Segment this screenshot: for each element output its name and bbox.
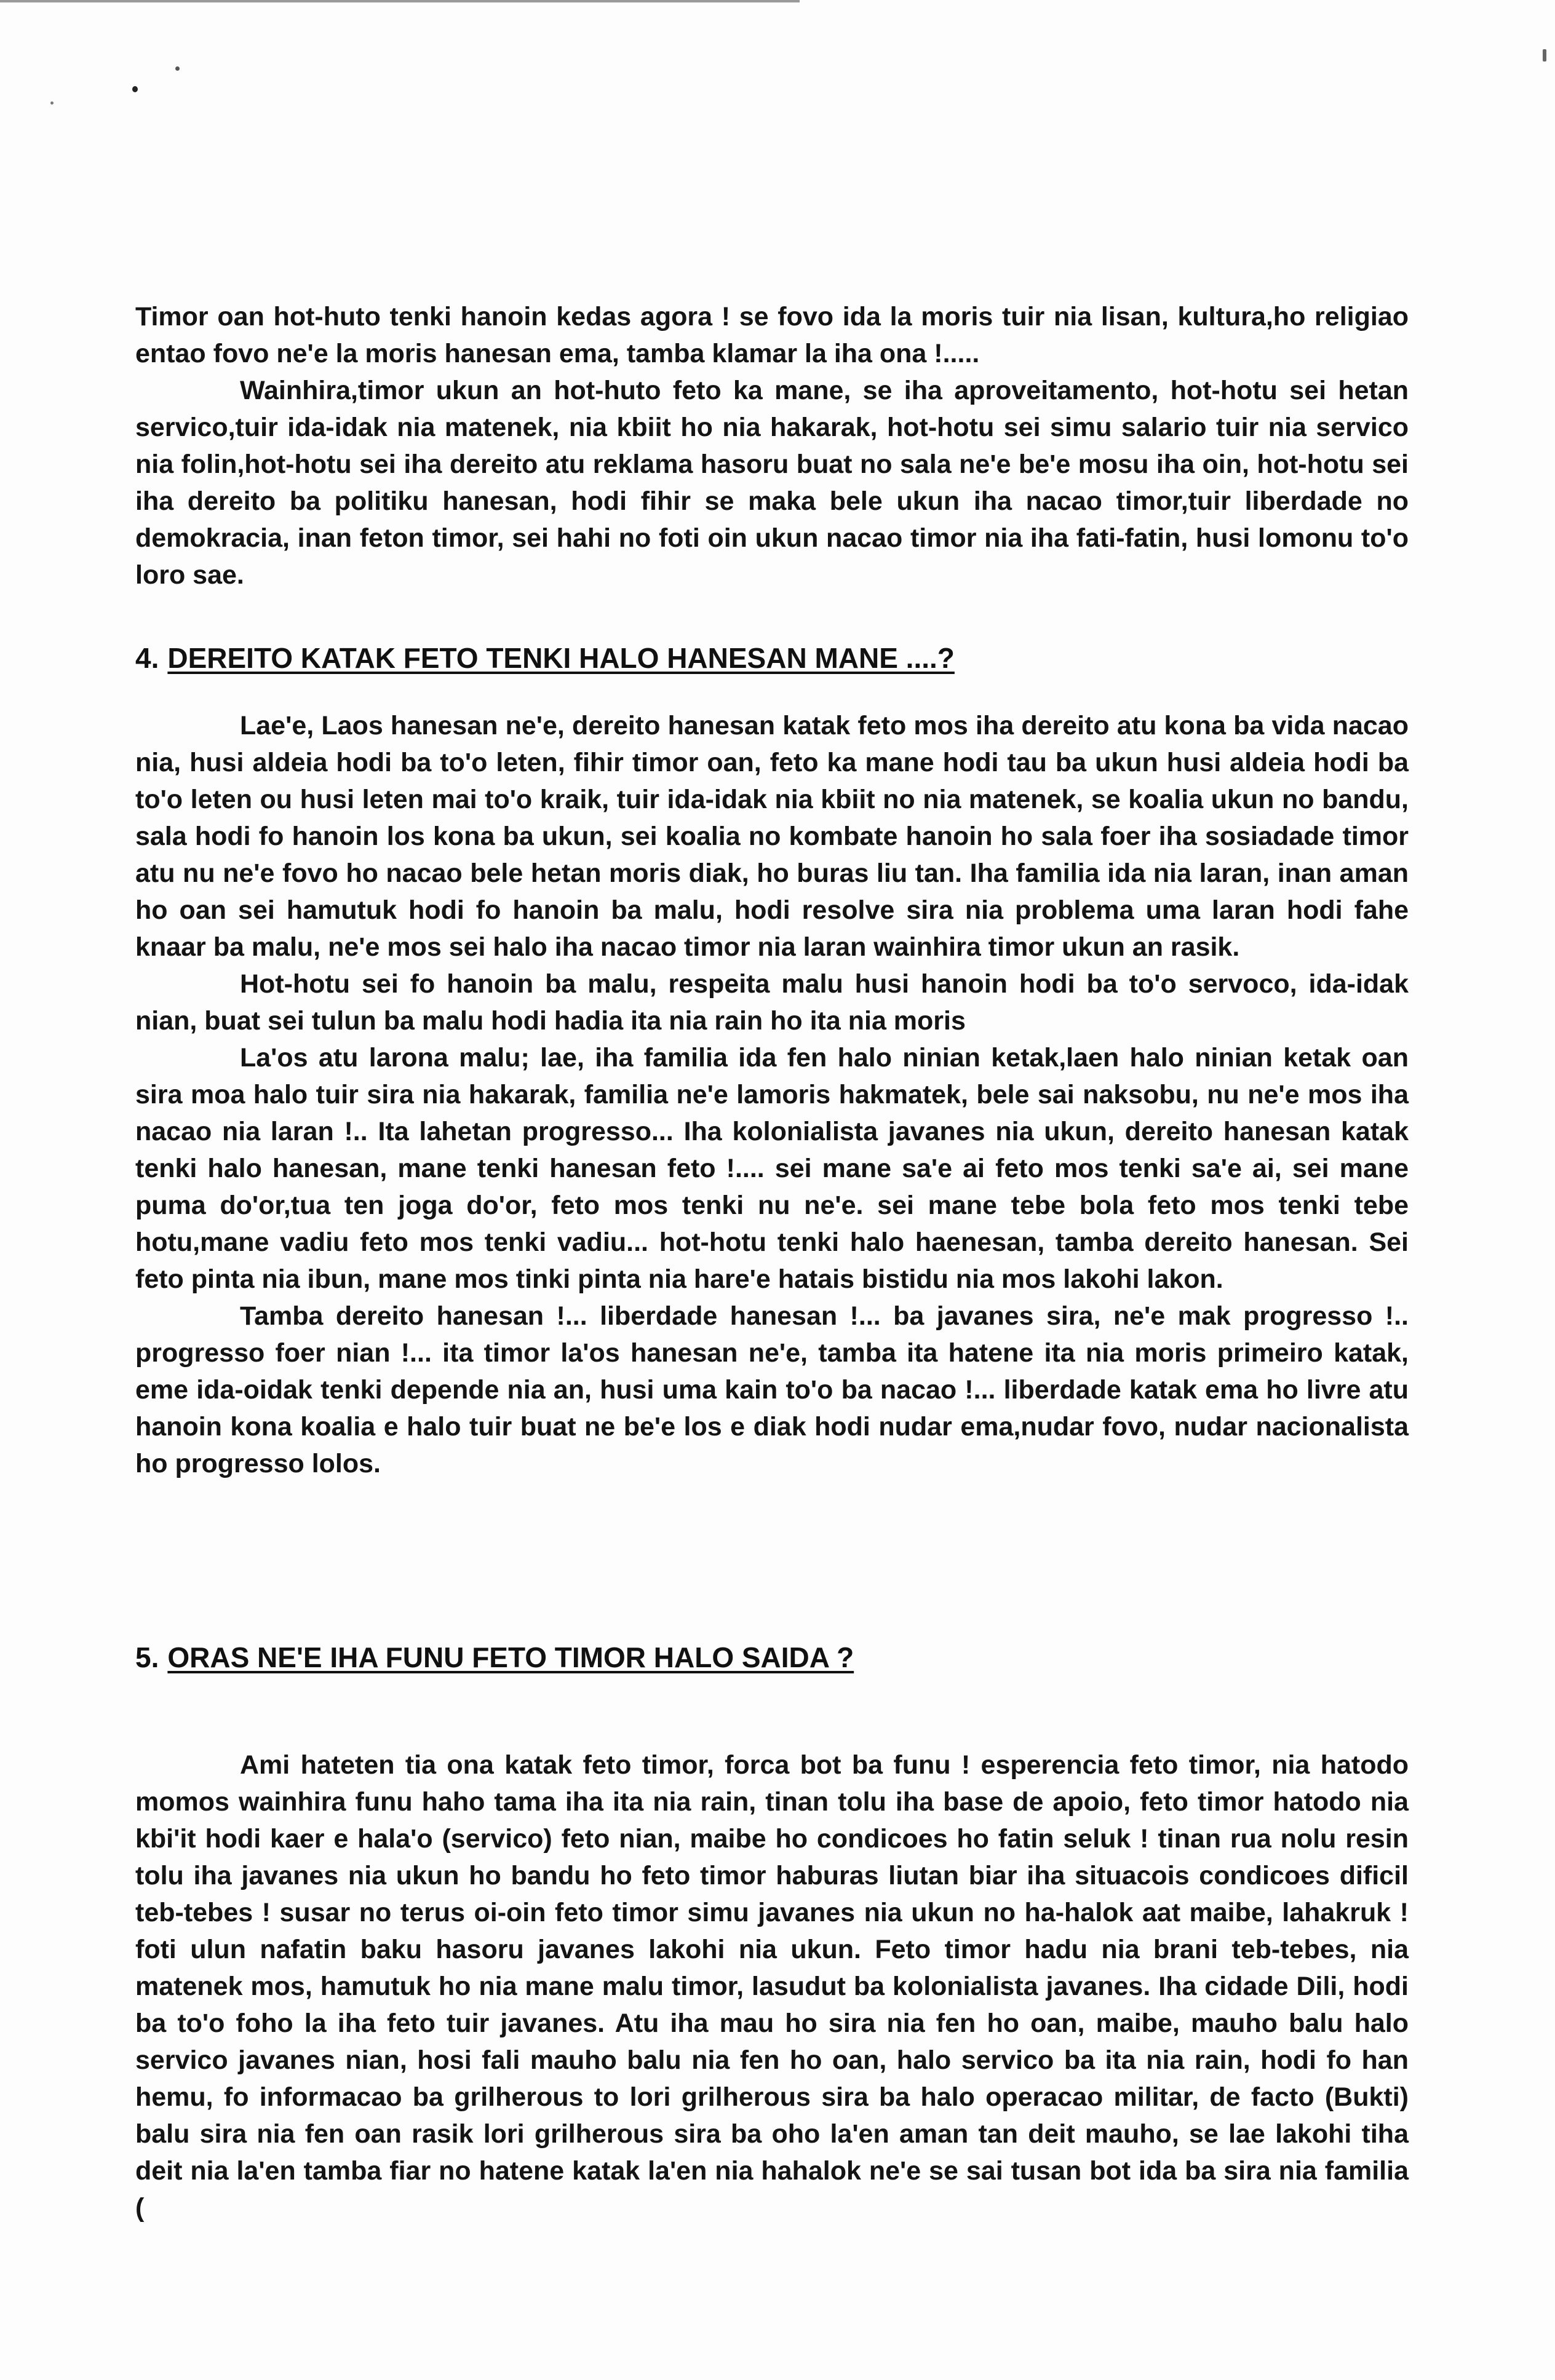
paragraph: La'os atu larona malu; lae, iha familia ida fen halo ninian ketak,laen halo ninian ketak oan sira moa halo tuir sira nia hakarak, familia ne'e lamoris hakmatek, bele sai naksobu, nu ne'e mos iha nacao nia laran !.. Ita lahetan progresso... Iha kolonialista javanes nia ukun, dereito hanesan katak tenki halo hanesan, mane tenki hanesan feto !.... sei mane sa'e ai feto mos tenki sa'e ai, sei mane puma do'or,tua ten joga do'or, feto mos tenki nu ne'e. sei mane tebe bola feto mos tenki tebe hotu,mane vadiu feto mos tenki vadiu... hot-hotu tenki halo haenesan, tamba dereito hanesan. Sei feto pinta nia ibun, mane mos tinki pinta nia hare'e hatais bistidu nia mos lakohi lakon. [135,1043,1409,1294]
paragraph: Wainhira,timor ukun an hot-huto feto ka mane, se iha aproveitamento, hot-hotu sei hetan servico,tuir ida-idak nia matenek, nia kbiit ho nia hakarak, hot-hotu sei simu salario tuir nia servico nia folin,hot-hotu sei iha dereito atu reklama hasoru buat no sala ne'e be'e mosu iha oin, hot-hotu sei iha dereito ba politiku hanesan, hodi fihir se maka bele ukun iha nacao timor,tuir liberdade no demokracia, inan feton timor, sei hahi no foti oin ukun nacao timor nia iha fati-fatin, husi lomonu to'o loro sae. [135,376,1409,590]
section-title: ORAS NE'E IHA FUNU FETO TIMOR HALO SAIDA ? [167,1641,854,1673]
paragraph: Tamba dereito hanesan !... liberdade hanesan !... ba javanes sira, ne'e mak progresso !.. progresso foer nian !... ita timor la'os hanesan ne'e, tamba ita hatene ita nia moris primeiro katak, eme ida-oidak tenki depende nia an, husi uma kain to'o ba nacao !... liberdade katak ema ho livre atu hanoin kona koalia e halo tuir buat ne be'e los e diak hodi nudar ema,nudar fovo, nudar nacionalista ho progresso lolos. [135,1301,1409,1478]
section-heading-5 [135,1639,854,1676]
scan-speck [175,66,180,71]
section-number: 4. [135,642,159,674]
section-title: DEREITO KATAK FETO TENKI HALO HANESAN MANE ....? [167,642,955,674]
section-number: 5. [135,1641,159,1673]
intro-section [135,298,1409,593]
paragraph: Hot-hotu sei fo hanoin ba malu, respeita malu husi hanoin hodi ba to'o servoco, ida-idak nian, buat sei tulun ba malu hodi hadia ita nia rain ho ita nia moris [135,969,1409,1036]
scan-speck [132,86,138,92]
scan-speck [1543,49,1546,61]
paragraph: Ami hateten tia ona katak feto timor, forca bot ba funu ! esperencia feto timor, nia hatodo momos wainhira funu haho tama iha ita nia rain, tinan tolu iha base de apoio, feto timor hatodo nia kbi'it hodi kaer e hala'o (servico) feto nian, maibe ho condicoes ho fatin seluk ! tinan rua nolu resin tolu iha javanes nia ukun ho bandu ho feto timor haburas liutan biar iha situacois condicoes dificil teb-tebes ! susar no terus oi-oin feto timor simu javanes nia ukun no ha-halok aat maibe, lahakruk ! foti ulun nafatin baku hasoru javanes lakohi nia ukun. Feto timor hadu nia brani teb-tebes, nia matenek mos, hamutuk ho nia mane malu timor, lasudut ba kolonialista javanes. Iha cidade Dili, hodi ba to'o foho la iha feto tuir javanes. Atu iha mau ho sira nia fen ho oan, maibe, mauho balu halo servico javanes nian, hosi fali mauho balu nia fen ho oan, halo servico ba ita nia rain, hodi fo han hemu, fo informacao ba grilherous to lori grilherous sira ba halo operacao militar, de facto (Bukti) balu sira nia fen oan rasik lori grilherous sira ba oho la'en aman tan deit mauho, se lae lakohi tiha deit nia la'en tamba fiar no hatene katak la'en nia hahalok ne'e se sai tusan bot ida ba sira nia familia ( [135,1750,1409,2223]
section-4-body [135,707,1409,1482]
section-5-body [135,1747,1409,2226]
paragraph: Lae'e, Laos hanesan ne'e, dereito hanesan katak feto mos iha dereito atu kona ba vida nacao nia, husi aldeia hodi ba to'o leten, fihir timor oan, feto ka mane hodi tau ba ukun husi aldeia hodi ba to'o leten ou husi leten mai to'o kraik, tuir ida-idak nia kbiit no nia matenek, se koalia ukun no bandu, sala hodi fo hanoin los kona ba ukun, sei koalia no kombate hanoin ho sala foer iha sosiadade timor atu nu ne'e fovo ho nacao bele hetan moris diak, ho buras liu tan. Iha familia ida nia laran, inan aman ho oan sei hamutuk hodi fo hanoin ba malu, hodi resolve sira nia problema uma laran hodi fahe knaar ba malu, ne'e mos sei halo iha nacao timor nia laran wainhira timor ukun an rasik. [135,711,1409,962]
paragraph: Timor oan hot-huto tenki hanoin kedas agora ! se fovo ida la moris tuir nia lisan, kultura,ho religiao entao fovo ne'e la moris hanesan ema, tamba klamar la iha ona !..... [135,302,1409,368]
scan-speck [50,101,54,105]
section-heading-4 [135,640,955,676]
page-top-edge [0,0,800,2]
